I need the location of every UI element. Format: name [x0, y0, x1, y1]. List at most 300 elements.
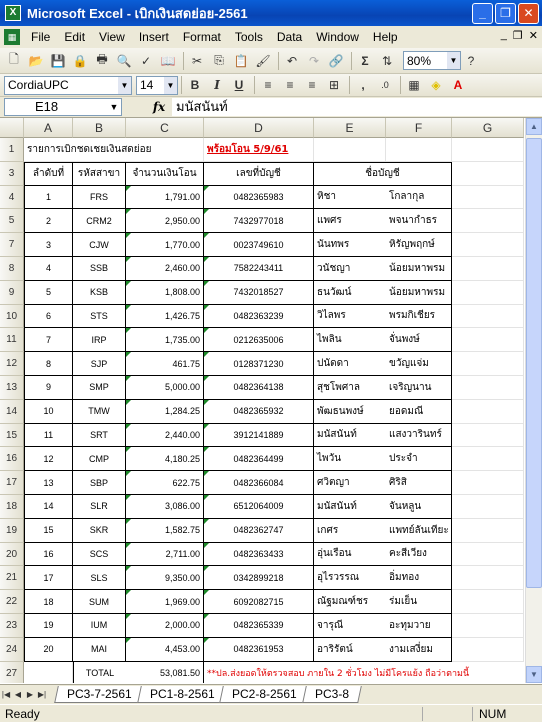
select-all-corner[interactable]: [0, 118, 24, 138]
error-indicator-icon: [126, 447, 131, 452]
branch-code-cell[interactable]: STS: [73, 305, 126, 329]
underline-button[interactable]: U: [234, 78, 244, 92]
row-no-cell[interactable]: 5: [24, 281, 73, 305]
first-name-cell[interactable]: เกศร: [314, 519, 386, 543]
name-box[interactable]: [4, 98, 122, 116]
first-name-cell[interactable]: วนัชญา: [314, 257, 386, 281]
first-name-cell[interactable]: วิไลพร: [314, 305, 386, 329]
account-number-cell[interactable]: 0482366084: [204, 471, 314, 495]
restore-button[interactable]: ❐: [495, 3, 516, 24]
amount-cell[interactable]: 1,791.00: [126, 186, 204, 210]
italic-button[interactable]: I: [214, 78, 220, 92]
fill-color-icon[interactable]: ◈: [431, 78, 441, 92]
row-header[interactable]: 3: [0, 162, 24, 186]
first-name-cell[interactable]: จารุณี: [314, 614, 386, 638]
print-preview-icon[interactable]: 🔍: [116, 53, 132, 68]
note-cell[interactable]: **ปล.ส่งยอดให้ตรวจสอบ ภายใน 2 ชั่วโมง ไม่มีโครแย้ง ถือว่าตามนี้: [204, 662, 314, 683]
scroll-thumb[interactable]: [526, 138, 542, 588]
error-indicator-icon: [204, 328, 209, 333]
sheet-tab[interactable]: [220, 686, 310, 703]
cell[interactable]: [452, 614, 524, 638]
cut-icon[interactable]: ✂: [191, 53, 203, 68]
zoom-select[interactable]: [403, 51, 461, 70]
menu-bar: [0, 26, 542, 48]
font-color-icon[interactable]: A: [453, 78, 463, 92]
amount-cell[interactable]: 1,808.00: [126, 281, 204, 305]
error-indicator-icon: [204, 471, 209, 476]
align-left-icon[interactable]: ≡: [264, 78, 272, 92]
help-icon[interactable]: ?: [467, 53, 475, 68]
branch-code-cell[interactable]: MAI: [73, 638, 126, 662]
undo-icon[interactable]: ↶: [286, 53, 298, 68]
column-header-a[interactable]: A: [24, 118, 73, 138]
branch-code-cell[interactable]: SLR: [73, 495, 126, 519]
last-name-cell[interactable]: คะสีเวียง: [386, 543, 452, 567]
total-label-cell[interactable]: TOTAL: [73, 662, 126, 683]
first-name-cell[interactable]: ศวิตญา: [314, 471, 386, 495]
branch-code-cell[interactable]: IRP: [73, 328, 126, 352]
error-indicator-icon: [126, 376, 131, 381]
row-no-cell[interactable]: 8: [24, 352, 73, 376]
last-name-cell[interactable]: ร่มเย็น: [386, 590, 452, 614]
hyperlink-icon[interactable]: 🔗: [328, 53, 344, 68]
last-sheet-icon[interactable]: ▶|: [37, 690, 47, 699]
cell[interactable]: [452, 447, 524, 471]
error-indicator-icon: [126, 471, 131, 476]
column-header-g[interactable]: G: [452, 118, 524, 138]
last-name-cell[interactable]: น้อยมหาพรม: [386, 281, 452, 305]
account-number-cell[interactable]: 0482365932: [204, 400, 314, 424]
row-header[interactable]: 10: [0, 305, 24, 329]
row-no-cell[interactable]: 9: [24, 376, 73, 400]
header-no[interactable]: ลำดับที่: [24, 162, 73, 186]
amount-cell[interactable]: 461.75: [126, 352, 204, 376]
chevron-down-icon: ▼: [118, 77, 131, 94]
sheet-tab-label: PC3-7-2561: [67, 687, 132, 701]
header-account[interactable]: เลขที่บัญชี: [204, 162, 314, 186]
row-header[interactable]: 14: [0, 400, 24, 424]
sheet-tab[interactable]: [54, 686, 144, 703]
last-name-cell[interactable]: น้อยมหาพรม: [386, 257, 452, 281]
row-header[interactable]: 4: [0, 186, 24, 210]
row-header[interactable]: 13: [0, 376, 24, 400]
menu-data[interactable]: Data: [276, 30, 303, 44]
column-header-e[interactable]: E: [314, 118, 386, 138]
error-indicator-icon: [126, 352, 131, 357]
ready-transfer-cell[interactable]: พร้อมโอน 5/9/61: [204, 138, 314, 162]
cell[interactable]: [314, 138, 386, 162]
amount-cell[interactable]: 622.75: [126, 471, 204, 495]
error-indicator-icon: [126, 257, 131, 262]
row-no-cell[interactable]: 16: [24, 543, 73, 567]
error-indicator-icon: [126, 400, 131, 405]
total-amount-cell[interactable]: 53,081.50: [126, 662, 204, 683]
account-number-cell[interactable]: 0482362747: [204, 519, 314, 543]
vertical-scrollbar[interactable]: [525, 118, 542, 683]
header-name[interactable]: ชื่อบัญชี: [314, 162, 452, 186]
row-no-cell[interactable]: 18: [24, 590, 73, 614]
workbook-icon[interactable]: ▦: [4, 29, 20, 45]
cell[interactable]: [452, 638, 524, 662]
cell[interactable]: [24, 662, 73, 683]
permission-icon[interactable]: 🔒: [72, 53, 88, 68]
branch-code-cell[interactable]: SJP: [73, 352, 126, 376]
doc-close-icon[interactable]: ✕: [528, 30, 538, 42]
row-header[interactable]: 8: [0, 257, 24, 281]
row-no-cell[interactable]: 6: [24, 305, 73, 329]
first-sheet-icon[interactable]: |◀: [1, 690, 11, 699]
menu-help[interactable]: Help: [372, 30, 398, 44]
excel-app-icon[interactable]: X: [5, 5, 21, 21]
first-name-cell[interactable]: หิชา: [314, 186, 386, 210]
first-name-cell[interactable]: มนัสนันท์: [314, 495, 386, 519]
last-name-cell[interactable]: อิ่มทอง: [386, 566, 452, 590]
branch-code-cell[interactable]: CRM2: [73, 209, 126, 233]
account-number-cell[interactable]: 7432018527: [204, 281, 314, 305]
copy-icon[interactable]: ⎘: [214, 53, 224, 67]
branch-code-cell[interactable]: SCS: [73, 543, 126, 567]
account-number-cell[interactable]: 3912141889: [204, 424, 314, 448]
last-name-cell[interactable]: จั่นพงษ์: [386, 328, 452, 352]
spelling-icon[interactable]: ✓: [140, 53, 152, 68]
scroll-up-icon[interactable]: ▲: [526, 118, 542, 135]
error-indicator-icon: [204, 209, 209, 214]
amount-cell[interactable]: 4,180.25: [126, 447, 204, 471]
last-name-cell[interactable]: ศิริสิ: [386, 471, 452, 495]
error-indicator-icon: [126, 519, 131, 524]
last-name-cell[interactable]: จันหลูน: [386, 495, 452, 519]
row-header[interactable]: 7: [0, 233, 24, 257]
branch-code-cell[interactable]: SUM: [73, 590, 126, 614]
zoom-value: 80%: [407, 53, 432, 68]
menu-window[interactable]: Window: [316, 30, 359, 44]
row-header[interactable]: 15: [0, 424, 24, 448]
row-header[interactable]: 23: [0, 614, 24, 638]
last-name-cell[interactable]: พรมกิเชียร: [386, 305, 452, 329]
branch-code-cell[interactable]: CJW: [73, 233, 126, 257]
header-code[interactable]: รหัสสาขา: [73, 162, 126, 186]
row-header[interactable]: 12: [0, 352, 24, 376]
last-name-cell[interactable]: หิรัญพฤกษ์: [386, 233, 452, 257]
amount-cell[interactable]: 1,284.25: [126, 400, 204, 424]
open-icon[interactable]: 📂: [28, 53, 44, 68]
first-name-cell[interactable]: อุไรวรรณ: [314, 566, 386, 590]
menu-format[interactable]: Format: [182, 30, 221, 44]
account-number-cell[interactable]: 6092082715: [204, 590, 314, 614]
row-header[interactable]: 27: [0, 662, 24, 683]
first-name-cell[interactable]: พัฒธนพงษ์: [314, 400, 386, 424]
account-number-cell[interactable]: 0482365983: [204, 186, 314, 210]
row-no-cell[interactable]: 1: [24, 186, 73, 210]
branch-code-cell[interactable]: SSB: [73, 257, 126, 281]
sheet-tab[interactable]: [302, 686, 362, 703]
cell[interactable]: [452, 305, 524, 329]
error-indicator-icon: [204, 281, 209, 286]
last-name-cell[interactable]: อะทุมวาย: [386, 614, 452, 638]
cell[interactable]: [126, 138, 204, 162]
first-name-cell[interactable]: อาริรัตน์: [314, 638, 386, 662]
cell[interactable]: [386, 138, 452, 162]
next-sheet-icon[interactable]: ▶: [26, 690, 34, 699]
window-title: Microsoft Excel - เบิกเงินสดย่อย-2561: [27, 5, 248, 21]
last-name-cell[interactable]: แพทย์ลันเทียะ: [386, 519, 452, 543]
row-no-cell[interactable]: 20: [24, 638, 73, 662]
account-number-cell[interactable]: 0128371230: [204, 352, 314, 376]
account-number-cell[interactable]: 7582243411: [204, 257, 314, 281]
account-number-cell[interactable]: 0482363433: [204, 543, 314, 567]
amount-cell[interactable]: 9,350.00: [126, 566, 204, 590]
first-name-cell[interactable]: สุชโพศาล: [314, 376, 386, 400]
menu-tools[interactable]: Tools: [234, 30, 263, 44]
amount-cell[interactable]: 1,770.00: [126, 233, 204, 257]
first-name-cell[interactable]: ธนวัฒน์: [314, 281, 386, 305]
scroll-down-icon[interactable]: ▼: [526, 666, 542, 683]
amount-cell[interactable]: 1,582.75: [126, 519, 204, 543]
cell[interactable]: [452, 257, 524, 281]
last-name-cell[interactable]: เจริญนาน: [386, 376, 452, 400]
cell[interactable]: [452, 209, 524, 233]
cell[interactable]: [452, 162, 524, 186]
paste-icon[interactable]: 📋: [233, 53, 249, 68]
amount-cell[interactable]: 4,453.00: [126, 638, 204, 662]
error-indicator-icon: [204, 233, 209, 238]
amount-cell[interactable]: 1,426.75: [126, 305, 204, 329]
minimize-button[interactable]: _: [472, 3, 493, 24]
row-no-cell[interactable]: 15: [24, 519, 73, 543]
sheet-tab-label: PC1-8-2561: [149, 687, 215, 701]
format-painter-icon[interactable]: 🖌: [255, 53, 271, 68]
row-no-cell[interactable]: 2: [24, 209, 73, 233]
cell[interactable]: [452, 352, 524, 376]
amount-cell[interactable]: 2,711.00: [126, 543, 204, 567]
error-indicator-icon: [204, 638, 209, 643]
account-number-cell[interactable]: 0342899218: [204, 566, 314, 590]
spreadsheet-grid[interactable]: [0, 118, 542, 683]
cell[interactable]: [452, 233, 524, 257]
account-number-cell[interactable]: 0482365339: [204, 614, 314, 638]
error-indicator-icon: [126, 590, 131, 595]
row-no-cell[interactable]: 13: [24, 471, 73, 495]
cell[interactable]: [452, 186, 524, 210]
amount-cell[interactable]: 1,969.00: [126, 590, 204, 614]
account-number-cell[interactable]: 0023749610: [204, 233, 314, 257]
menu-file[interactable]: File: [31, 30, 51, 44]
new-icon[interactable]: 🗋: [9, 52, 19, 66]
row-no-cell[interactable]: 19: [24, 614, 73, 638]
font-select[interactable]: [4, 76, 132, 95]
close-button[interactable]: ✕: [518, 3, 539, 24]
cell[interactable]: [452, 328, 524, 352]
first-name-cell[interactable]: นันทพร: [314, 233, 386, 257]
error-indicator-icon: [126, 328, 131, 333]
first-name-cell[interactable]: อุ่นเรือน: [314, 543, 386, 567]
sheet-tab-label: PC3-8: [315, 687, 350, 701]
row-header[interactable]: 5: [0, 209, 24, 233]
error-indicator-icon: [204, 495, 209, 500]
menu-edit[interactable]: Edit: [64, 30, 86, 44]
row-no-cell[interactable]: 11: [24, 424, 73, 448]
doc-restore-icon[interactable]: ❐: [512, 30, 523, 42]
account-number-cell[interactable]: 6512064009: [204, 495, 314, 519]
status-num: NUM: [472, 707, 542, 721]
prev-sheet-icon[interactable]: ◀: [14, 690, 22, 699]
last-name-cell[interactable]: ประจำ: [386, 447, 452, 471]
branch-code-cell[interactable]: SMP: [73, 376, 126, 400]
cell[interactable]: [452, 400, 524, 424]
last-name-cell[interactable]: งามเสงี่ยม: [386, 638, 452, 662]
font-size-select[interactable]: [136, 76, 178, 95]
error-indicator-icon: [126, 305, 131, 310]
cell[interactable]: [452, 590, 524, 614]
comma-style-button[interactable]: ,: [361, 78, 365, 92]
amount-cell[interactable]: 2,460.00: [126, 257, 204, 281]
cell[interactable]: [452, 376, 524, 400]
row-header[interactable]: 19: [0, 519, 24, 543]
cell[interactable]: [452, 424, 524, 448]
row-header[interactable]: 9: [0, 281, 24, 305]
fx-icon[interactable]: fx: [152, 100, 166, 114]
title-bar: [0, 0, 542, 26]
error-indicator-icon: [204, 614, 209, 619]
account-number-cell[interactable]: 0482361953: [204, 638, 314, 662]
header-amount[interactable]: จำนวนเงินโอน: [126, 162, 204, 186]
borders-icon[interactable]: ▦: [408, 78, 420, 92]
status-ready: Ready: [5, 706, 40, 721]
sheet-title-cell[interactable]: รายการเบิกชดเชยเงินสดย่อย: [24, 138, 73, 162]
branch-code-cell[interactable]: TMW: [73, 400, 126, 424]
merge-center-icon[interactable]: ⊞: [328, 78, 340, 92]
account-number-cell[interactable]: 7432977018: [204, 209, 314, 233]
cell[interactable]: [386, 662, 452, 683]
row-no-cell[interactable]: 7: [24, 328, 73, 352]
row-no-cell[interactable]: 14: [24, 495, 73, 519]
sheet-tab-bar: [0, 684, 542, 704]
cell[interactable]: [452, 495, 524, 519]
sheet-tab[interactable]: [137, 686, 227, 703]
column-header-d[interactable]: D: [204, 118, 314, 138]
name-box-value: E18: [35, 99, 59, 114]
error-indicator-icon: [126, 186, 131, 191]
first-name-cell[interactable]: ไพวัน: [314, 447, 386, 471]
doc-minimize-icon[interactable]: _: [500, 29, 507, 41]
cell[interactable]: [452, 471, 524, 495]
row-header[interactable]: 17: [0, 471, 24, 495]
error-indicator-icon: [204, 400, 209, 405]
autosum-icon[interactable]: Σ: [361, 53, 369, 68]
bold-button[interactable]: B: [190, 78, 200, 92]
error-indicator-icon: [126, 209, 131, 214]
column-header-c[interactable]: C: [126, 118, 204, 138]
branch-code-cell[interactable]: IUM: [73, 614, 126, 638]
row-no-cell[interactable]: 4: [24, 257, 73, 281]
error-indicator-icon: [204, 543, 209, 548]
amount-cell[interactable]: 2,950.00: [126, 209, 204, 233]
row-header[interactable]: 11: [0, 328, 24, 352]
error-indicator-icon: [126, 424, 131, 429]
amount-cell[interactable]: 3,086.00: [126, 495, 204, 519]
research-icon[interactable]: 📖: [160, 53, 176, 68]
last-name-cell[interactable]: ยอดมณี: [386, 400, 452, 424]
row-no-cell[interactable]: 17: [24, 566, 73, 590]
row-header[interactable]: 18: [0, 495, 24, 519]
branch-code-cell[interactable]: SBP: [73, 471, 126, 495]
first-name-cell[interactable]: ณัฐมณฑ์ชร: [314, 590, 386, 614]
error-indicator-icon: [204, 424, 209, 429]
branch-code-cell[interactable]: SRT: [73, 424, 126, 448]
account-number-cell[interactable]: 0212635006: [204, 328, 314, 352]
column-header-f[interactable]: F: [386, 118, 452, 138]
align-center-icon[interactable]: ≡: [286, 78, 294, 92]
menu-insert[interactable]: Insert: [138, 30, 169, 44]
redo-icon[interactable]: ↷: [308, 53, 320, 68]
cell[interactable]: [452, 662, 524, 683]
branch-code-cell[interactable]: SKR: [73, 519, 126, 543]
column-header-b[interactable]: B: [73, 118, 126, 138]
menu-view[interactable]: View: [99, 30, 125, 44]
last-name-cell[interactable]: ขวัญแจ่ม: [386, 352, 452, 376]
align-right-icon[interactable]: ≡: [308, 78, 316, 92]
branch-code-cell[interactable]: SLS: [73, 566, 126, 590]
first-name-cell[interactable]: มนัสนันท์: [314, 424, 386, 448]
increase-decimal-icon[interactable]: .0: [381, 80, 389, 90]
cell[interactable]: [452, 566, 524, 590]
cell[interactable]: [452, 543, 524, 567]
sort-icon[interactable]: ⇅: [381, 53, 393, 68]
row-header[interactable]: 1: [0, 138, 24, 162]
last-name-cell[interactable]: แสงวารินทร์: [386, 424, 452, 448]
error-indicator-icon: [204, 447, 209, 452]
cell[interactable]: [452, 519, 524, 543]
amount-cell[interactable]: 2,440.00: [126, 424, 204, 448]
font-size-value: 14: [140, 78, 154, 92]
row-header[interactable]: 24: [0, 638, 24, 662]
row-header[interactable]: 20: [0, 543, 24, 567]
cell[interactable]: [314, 662, 386, 683]
account-number-cell[interactable]: 0482364138: [204, 376, 314, 400]
save-icon[interactable]: 💾: [50, 53, 66, 68]
print-icon[interactable]: 🖶: [96, 52, 108, 66]
first-name-cell[interactable]: ปนัดดา: [314, 352, 386, 376]
branch-code-cell[interactable]: CMP: [73, 447, 126, 471]
row-header[interactable]: 21: [0, 566, 24, 590]
row-no-cell[interactable]: 3: [24, 233, 73, 257]
amount-cell[interactable]: 1,735.00: [126, 328, 204, 352]
error-indicator-icon: [126, 638, 131, 643]
branch-code-cell[interactable]: FRS: [73, 186, 126, 210]
cell[interactable]: [452, 138, 524, 162]
branch-code-cell[interactable]: KSB: [73, 281, 126, 305]
last-name-cell[interactable]: โกลากุล: [386, 186, 452, 210]
row-header[interactable]: 22: [0, 590, 24, 614]
row-no-cell[interactable]: 10: [24, 400, 73, 424]
cell[interactable]: [73, 138, 126, 162]
last-name-cell[interactable]: พจนากำธร: [386, 209, 452, 233]
error-indicator-icon: [204, 376, 209, 381]
error-indicator-icon: [204, 566, 209, 571]
amount-cell[interactable]: 5,000.00: [126, 376, 204, 400]
first-name-cell[interactable]: แพศร: [314, 209, 386, 233]
row-no-cell[interactable]: 12: [24, 447, 73, 471]
amount-cell[interactable]: 2,000.00: [126, 614, 204, 638]
formula-input[interactable]: มนัสนันท์: [172, 98, 542, 116]
row-header[interactable]: 16: [0, 447, 24, 471]
first-name-cell[interactable]: ไพลิน: [314, 328, 386, 352]
error-indicator-icon: [204, 186, 209, 191]
account-number-cell[interactable]: 0482364499: [204, 447, 314, 471]
cell[interactable]: [452, 281, 524, 305]
font-value: CordiaUPC: [8, 78, 69, 92]
account-number-cell[interactable]: 0482363239: [204, 305, 314, 329]
